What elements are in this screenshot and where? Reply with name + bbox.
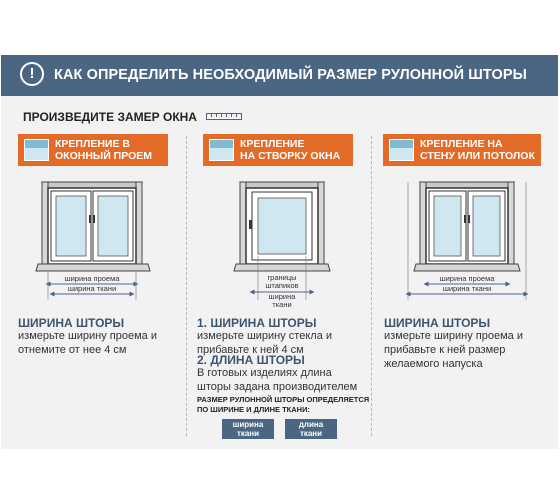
note-line: РАЗМЕР РУЛОННОЙ ШТОРЫ ОПРЕДЕЛЯЕТСЯ xyxy=(197,395,370,404)
badge-label-line2: НА СТВОРКУ ОКНА xyxy=(240,150,341,162)
dimension-label: ширина проема xyxy=(439,274,495,283)
badge-label-line1: КРЕПЛЕНИЕ xyxy=(240,138,305,150)
dimension-label: штапиков xyxy=(265,281,299,290)
text-line: шторы задана производителем xyxy=(197,381,358,393)
dimension-label: ткани xyxy=(272,300,292,309)
text-line: В готовых изделиях длина xyxy=(197,367,332,379)
badge-label-line2: ОКОННЫЙ ПРОЕМ xyxy=(55,150,152,162)
column-text-2 xyxy=(197,366,357,394)
chip-fabric-width xyxy=(222,419,274,439)
page-title: КАК ОПРЕДЕЛИТЬ НЕОБХОДИМЫЙ РАЗМЕР РУЛОННОЙ ШТОРЫ xyxy=(54,67,527,83)
text-line: желаемого напуска xyxy=(384,358,483,370)
text-line: измерьте ширину проема и xyxy=(18,330,157,342)
badge-label-line1: КРЕПЛЕНИЕ В xyxy=(55,138,130,150)
chip-fabric-length xyxy=(285,419,337,439)
note-line: ПО ШИРИНЕ И ДЛИНЕ ТКАНИ: xyxy=(197,405,310,414)
column-text xyxy=(384,329,523,371)
text-line: отнемите от нее 4 см xyxy=(18,344,127,356)
dimension-label: ширина xyxy=(268,292,296,301)
dimension-label: ширина ткани xyxy=(442,284,492,293)
column-heading: 1. ШИРИНА ШТОРЫ xyxy=(197,316,317,330)
column-heading: ШИРИНА ШТОРЫ xyxy=(384,316,491,330)
column-text xyxy=(18,329,157,357)
text-line: прибавьте к ней размер xyxy=(384,344,506,356)
badge-label-line1: КРЕПЛЕНИЕ НА xyxy=(420,138,503,150)
badge-label-line2: СТЕНУ ИЛИ ПОТОЛОК xyxy=(420,150,535,162)
size-note xyxy=(197,395,369,415)
column-heading: ШИРИНА ШТОРЫ xyxy=(18,316,125,330)
text-line: измерьте ширину проема и xyxy=(384,330,523,342)
text-line: прибавьте к ней 4 см xyxy=(197,344,304,356)
chip-line: ткани xyxy=(299,429,323,438)
dimension-label: ширина проема xyxy=(64,274,120,283)
dimension-label: границы xyxy=(267,273,297,282)
chip-line: ткани xyxy=(236,429,260,438)
chip-line: длина xyxy=(298,420,324,429)
chip-line: ширина xyxy=(232,420,264,429)
dimension-label: ширина ткани xyxy=(67,284,117,293)
measure-title: ПРОИЗВЕДИТЕ ЗАМЕР ОКНА xyxy=(23,110,197,124)
text-line: измерьте ширину стекла и xyxy=(197,330,333,342)
warning-icon: ! xyxy=(20,62,44,86)
column-heading-2: 2. ДЛИНА ШТОРЫ xyxy=(197,353,305,367)
